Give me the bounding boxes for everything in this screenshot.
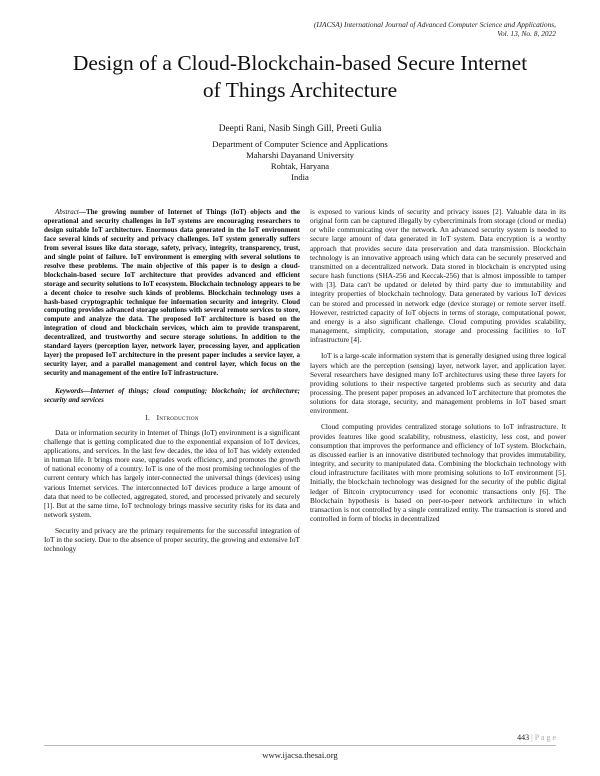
page-number-label: P a g e	[534, 733, 556, 742]
volume-info: Vol. 13, No. 8, 2022	[497, 29, 556, 38]
title-line-2: of Things Architecture	[202, 78, 398, 102]
author-names: Deepti Rani, Nasib Singh Gill, Preeti Gulia	[218, 124, 382, 134]
section-title: Introduction	[156, 413, 199, 423]
author-department: Department of Computer Science and Applications	[212, 139, 388, 149]
keywords: Keywords—Internet of things; cloud computing; blockchain; iot architecture; security and services	[44, 387, 300, 405]
page-number	[517, 733, 556, 742]
section-numeral: I.	[145, 413, 151, 423]
author-block	[0, 124, 600, 183]
author-city: Rohtak, Haryana	[270, 161, 330, 171]
abstract	[44, 208, 300, 378]
paragraph: Cloud computing provides centralized storage solutions to IoT infrastructure. It provides features like good scalability, robustness, elasticity, less cost, and power consumption that improves the performance and efficiency of IoT system. Blockchain, as discussed earlier is an innovative distributed technology that provides immutability, integrity, and security to manipulated data. Combining the blockchain technology with cloud infrastructure facilitates with more promising solutions to IoT environment [5]. Initially, the blockchain technology was designed for the security of the public digital ledger of Bitcoin cryptocurrency used for economic transactions only [6]. The Blockchain hypothesis is based on peer-to-peer network architecture in which transaction is not controlled by a single centralized entity. The transaction is stored and controlled in form of blocks in decentralized	[310, 423, 566, 523]
section-heading-introduction	[44, 413, 300, 422]
left-column	[44, 208, 300, 555]
author-university: Maharshi Dayanand University	[246, 150, 354, 160]
right-column	[310, 208, 566, 524]
paragraph: Data or information security in Internet of Things (IoT) environment is a significant challenge that is getting complicated due to the exponential expansion of IoT devices, applications, and services. In the last few decades, the idea of IoT has widely extended in human life. It brings more ease, upgrades work efficiency, and promotes the growth of national economy of a country. IoT is one of the most promising technologies of the current century which has largely inter-connected the universal things (devices) using various Internet services. The interconnected IoT devices produce a large amount of data that need to be collected, aggregated, stored, and processed privately and securely [1]. But at the same time, IoT technology brings massive security risks for its data and network system.	[44, 428, 300, 519]
paragraph: IoT is a large-scale information system that is generally designed using three logical layers which are the perception (sensing) layer, network layer, and application layer. Several researchers have designed many IoT architectures using these three layers for providing solutions to their respective targeted problems such as security and data processing. The present paper proposes an advanced IoT architecture that promotes the solutions for data storage, security, and management problems in IoT based smart environment.	[310, 352, 566, 416]
paragraph: is exposed to various kinds of security and privacy issues [2]. Valuable data in its original form can be captured illegally by cybercriminals from storage (cloud or media) or while communicating over the network. An advanced security system is needed to secure large amount of data generated in IoT system. Data encryption is a worthy approach that provides secure data preservation and data transmission. Blockchain technology is an innovative approach using which data can be securely preserved and transmitted on a decentralized network. Data stored in blockchain is encrypted using secure hash functions (SHA-256 and Keccak-256) that is almost impossible to tamper with [3]. Data can't be updated or deleted by third party due to immutability and integrity properties of blockchain technology. Data generated by various IoT devices can be stored and processed in network edge (device storage) or remote server itself. However, restricted capacity of IoT objects in terms of storage, computational power, and energy is a also significant challenge. Cloud computing provides scalability, management, simplicity, computation, storage and processing facilities to IoT infrastructure [4].	[310, 208, 566, 345]
paper-title	[0, 50, 600, 104]
footer-url: www.ijacsa.thesai.org	[262, 750, 338, 760]
abstract-lead: Abstract	[55, 208, 79, 216]
footer-divider	[44, 745, 556, 746]
paragraph: Security and privacy are the primary requirements for the successful integration of IoT in the society. Due to the absence of proper security, the growing and extensive IoT technology	[44, 527, 300, 554]
abstract-body: —The growing number of Internet of Things (IoT) objects and the operational and security challenges in IoT systems are encouraging researchers to design suitable IoT architecture. Enormous data generated in the IoT environment face several kinds of security and privacy challenges. IoT system generally suffers from several issues like data storage, safety, privacy, integrity, transparency, trust, and single point of failure. IoT environment is emerging with several solutions to resolve these problems. The main objective of this paper is to design a cloud-blockchain-based secure IoT architecture that provides advanced and efficient storage and security solutions to IoT ecosystem. Blockchain technology appears to be a decent choice to resolve such kinds of problems. Blockchain technology uses a hash-based cryptographic technique for information security and integrity. Cloud computing provides advanced storage solutions with several remote services to store, compute and analyze the data. The proposed IoT architecture is based on the integration of cloud and blockchain services, which aim to provide transparent, decentralized, and trustworthy and secure storage solutions. In addition to the standard layers (perception layer, network layer, processing layer, and application layer) the proposed IoT architecture in the present paper includes a service layer, a security layer, and a parallel management and control layer, which focus on the security and management of the entire IoT infrastructure.	[44, 208, 300, 378]
journal-name: (IJACSA) International Journal of Advanced Computer Science and Applications,	[313, 20, 556, 29]
running-head	[176, 20, 556, 38]
page-number-value: 443	[517, 733, 530, 742]
title-line-1: Design of a Cloud-Blockchain-based Secure Internet	[72, 51, 528, 75]
author-country: India	[291, 172, 309, 182]
page-number-separator: |	[531, 733, 533, 742]
